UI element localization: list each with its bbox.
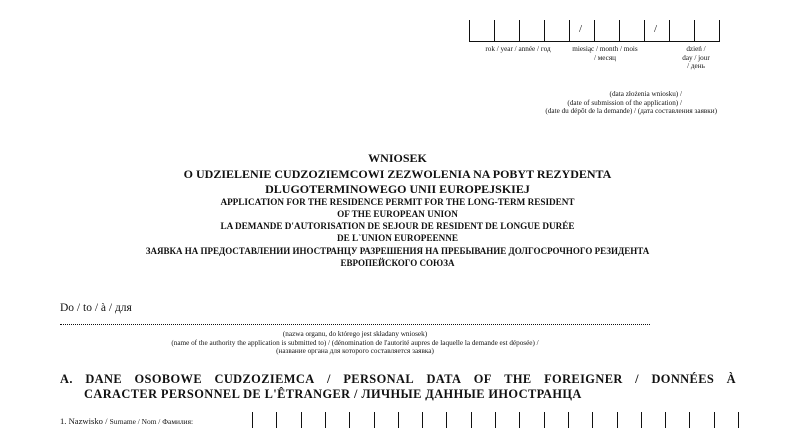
- date-cell[interactable]: [594, 20, 619, 42]
- title-en-1: APPLICATION FOR THE RESIDENCE PERMIT FOR THE LONG-TERM RESIDENT: [220, 197, 575, 207]
- section-a-word: FOREIGNER: [544, 372, 623, 386]
- caption-line: (data złożenia wniosku) /: [609, 90, 682, 98]
- surname-char-separator: [519, 412, 520, 428]
- day-label-line: dzień /: [686, 45, 706, 53]
- addressee-note-line: (nazwa organu, do którego jest składany wniosek): [282, 330, 428, 338]
- section-a-word: DANE: [85, 372, 123, 386]
- section-a-line-2: CARACTER PERSONNEL DE L'ÊTRANGER / ЛИЧНЫЕ ДАННЫЕ ИНОСТРАНЦА: [84, 387, 582, 401]
- section-a-word: DONNÉES: [651, 372, 715, 386]
- section-a-line-1: [60, 372, 736, 387]
- surname-char-separator: [422, 412, 423, 428]
- title-pl-1: WNIOSEK: [368, 151, 427, 165]
- addressee-label: Do / to / à / для: [60, 302, 132, 314]
- date-separator: /: [579, 23, 583, 35]
- surname-char-separator: [252, 412, 253, 428]
- surname-char-separator: [325, 412, 326, 428]
- date-cell[interactable]: [494, 20, 519, 42]
- caption-line: (date du dépôt de la demande) / (дата составления заявки): [545, 107, 717, 116]
- surname-char-separator: [689, 412, 690, 428]
- section-a-heading: [60, 372, 736, 402]
- addressee-note-line: (name of the authority the application is submitted to) / (dénomination de l'autorité aupres de laquelle la demande est déposée) /: [171, 338, 539, 347]
- title-en-2: OF THE EUROPEAN UNION: [337, 209, 458, 219]
- date-cell[interactable]: [469, 20, 494, 42]
- surname-char-separator: [301, 412, 302, 428]
- submission-date-caption: [470, 90, 732, 116]
- date-cell[interactable]: [694, 20, 720, 42]
- surname-char-separator: [349, 412, 350, 428]
- day-label-line: / день: [687, 62, 705, 71]
- date-cell[interactable]: [619, 20, 644, 42]
- section-a-word: /: [635, 372, 639, 386]
- date-separator: /: [654, 23, 658, 35]
- date-cell[interactable]: [669, 20, 694, 42]
- title-pl-2: O UDZIELENIE CUDZOZIEMCOWI ZEZWOLENIA NA POBYT REZYDENTA: [183, 167, 612, 181]
- section-a-word: OF: [473, 372, 492, 386]
- section-a-word: À: [726, 372, 736, 386]
- addressee-note: [60, 330, 650, 356]
- addressee-input-line[interactable]: [60, 324, 650, 325]
- month-label-line: miesiąc / month / mois: [572, 45, 638, 53]
- section-a-word: CUDZOZIEMCA: [214, 372, 315, 386]
- title-fr-1: LA DEMANDE D'AUTORISATION DE SEJOUR DE RESIDENT DE LONGUE DURÉE: [220, 221, 575, 231]
- surname-char-separator: [617, 412, 618, 428]
- surname-char-separator: [714, 412, 715, 428]
- submission-date-boxes[interactable]: [469, 20, 721, 42]
- surname-input-boxes[interactable]: [252, 412, 742, 428]
- day-label-line: day / jour: [682, 53, 710, 62]
- date-cell[interactable]: [544, 20, 569, 42]
- title-pl-3: DLUGOTERMINOWEGO UNII EUROPEJSKIEJ: [265, 182, 530, 196]
- surname-char-separator: [398, 412, 399, 428]
- surname-char-separator: [592, 412, 593, 428]
- day-label: [666, 45, 726, 71]
- section-a-word: PERSONAL: [343, 372, 414, 386]
- section-a-word: THE: [504, 372, 532, 386]
- title-fr-2: DE L`UNION EUROPEENNE: [337, 233, 458, 243]
- caption-line: (date of submission of the application) /: [567, 98, 682, 107]
- surname-char-separator: [276, 412, 277, 428]
- surname-char-separator: [641, 412, 642, 428]
- surname-char-separator: [495, 412, 496, 428]
- surname-char-separator: [665, 412, 666, 428]
- surname-char-separator: [568, 412, 569, 428]
- surname-label: [60, 416, 193, 426]
- surname-label-main: 1. Nazwisko /: [60, 416, 110, 426]
- month-label: [567, 45, 643, 62]
- year-label: rok / year / année / год: [485, 45, 551, 53]
- date-cell[interactable]: [519, 20, 544, 42]
- title-ru-2: ЕВРОПЕЙСКОГО СОЮЗА: [340, 258, 455, 268]
- section-a-word: DATA: [426, 372, 462, 386]
- month-label-line: / месяц: [593, 53, 617, 62]
- section-a-word: OSOBOWE: [134, 372, 203, 386]
- surname-char-separator: [738, 412, 739, 428]
- section-a-word: /: [327, 372, 331, 386]
- addressee-note-line: (название органа для которого составляется заявка): [276, 347, 434, 356]
- title-ru-1: ЗАЯВКА НА ПРЕДОСТАВЛЕНИИ ИНОСТРАНЦУ РАЗРЕШЕНИЯ НА ПРЕБЫВАНИЕ ДОЛГОСРОЧНОГО РЕЗИДЕНТА: [145, 246, 650, 256]
- surname-char-separator: [446, 412, 447, 428]
- section-a-word: A.: [60, 372, 73, 386]
- surname-char-separator: [374, 412, 375, 428]
- surname-label-small: Surname / Nom / Фамилия:: [109, 417, 194, 426]
- surname-char-separator: [544, 412, 545, 428]
- surname-char-separator: [471, 412, 472, 428]
